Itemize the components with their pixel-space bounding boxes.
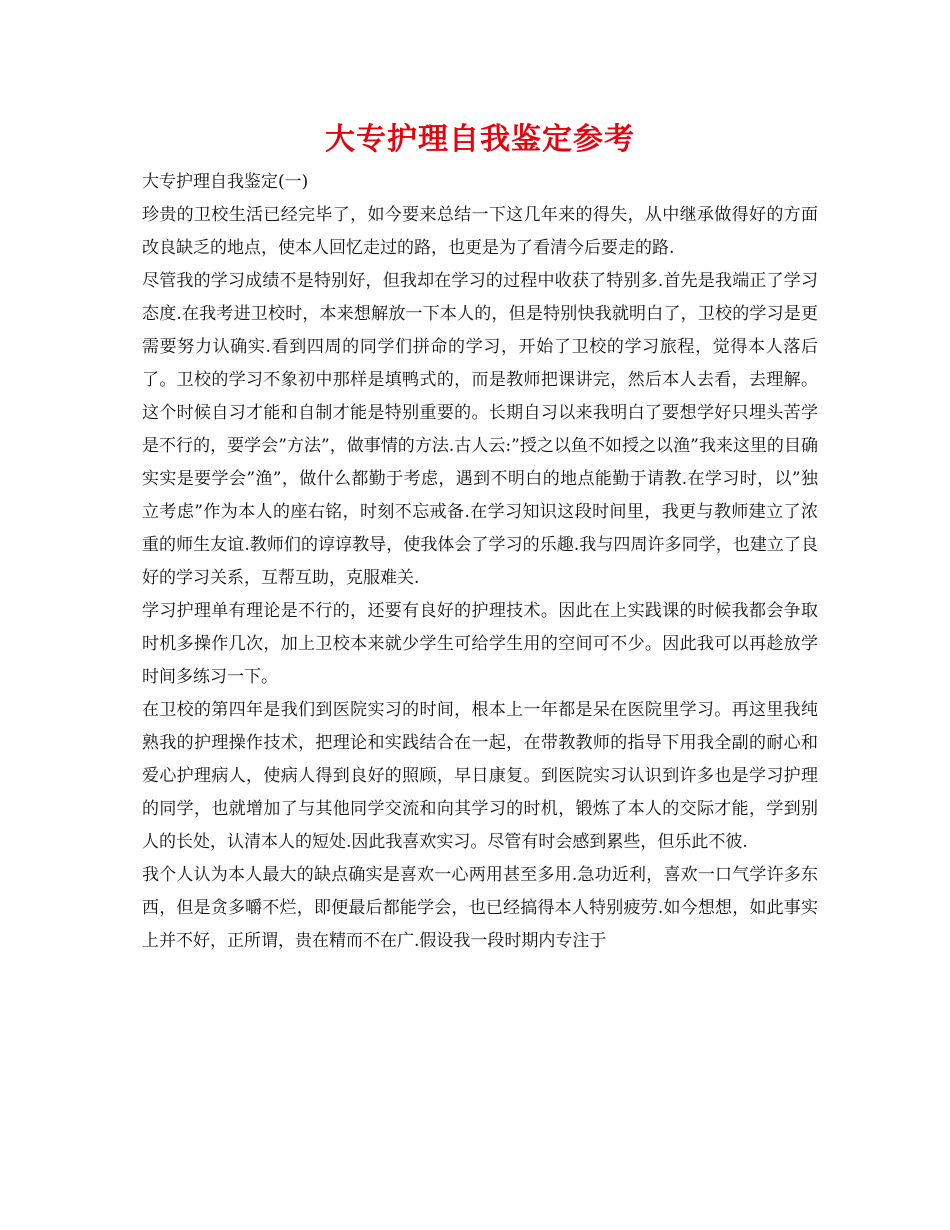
paragraph-1: 珍贵的卫校生活已经完毕了，如今要来总结一下这几年来的得失，从中继承做得好的方面改良缺乏的地点，使本人回忆走过的路，也更是为了看清今后要走的路. xyxy=(142,205,818,258)
document-title: 大专护理自我鉴定参考 xyxy=(325,122,635,157)
paragraph-4: 在卫校的第四年是我们到医院实习的时间，根本上一年都是呆在医院里学习。再这里我纯熟我的护理操作技术，把理论和实践结合在一起，在带教教师的指导下用我全副的耐心和爱心护理病人，使病人得到良好的照顾，早日康复。到医院实习认识到许多也是学习护理的同学，也就增加了与其他同学交流和向其学习的时机，锻炼了本人的交际才能，学到别人的长处，认清本人的短处.因此我喜欢实习。尽管有时会感到累些，但乐此不彼. xyxy=(142,700,818,852)
paragraph-2: 尽管我的学习成绩不是特别好，但我却在学习的过程中收获了特别多.首先是我端正了学习态度.在我考进卫校时，本来想解放一下本人的，但是特别快我就明白了，卫校的学习是更需要努力认确实.看到四周的同学们拼命的学习，开始了卫校的学习旅程，觉得本人落后了。卫校的学习不象初中那样是填鸭式的，而是教师把课讲完，然后本人去看，去理解。这个时候自习才能和自制才能是特别重要的。长期自习以来我明白了要想学好只埋头苦学是不行的，要学会”方法”，做事情的方法.古人云:”授之以鱼不如授之以渔”我来这里的目确实实是要学会”渔”，做什么都勤于考虑，遇到不明白的地点能勤于请教.在学习时，以”独立考虑”作为本人的座右铭，时刻不忘戒备.在学习知识这段时间里，我更与教师建立了浓重的师生友谊.教师们的谆谆教导，使我体会了学习的乐趣.我与四周许多同学，也建立了良好的学习关系，互帮互助，克服难关. xyxy=(142,271,818,588)
paragraph-3: 学习护理单有理论是不行的，还要有良好的护理技术。因此在上实践课的时候我都会争取时机多操作几次，加上卫校本来就少学生可给学生用的空间可不少。因此我可以再趁放学时间多练习一下。 xyxy=(142,601,818,687)
section-heading: 大专护理自我鉴定(一) xyxy=(142,172,309,192)
document-page xyxy=(142,118,818,958)
paragraph-5: 我个人认为本人最大的缺点确实是喜欢一心两用甚至多用.急功近利，喜欢一口气学许多东西，但是贪多嚼不烂，即便最后都能学会，也已经搞得本人特别疲劳.如今想想，如此事实上并不好，正所谓，贵在精而不在广.假设我一段时期内专注于 xyxy=(142,865,818,951)
